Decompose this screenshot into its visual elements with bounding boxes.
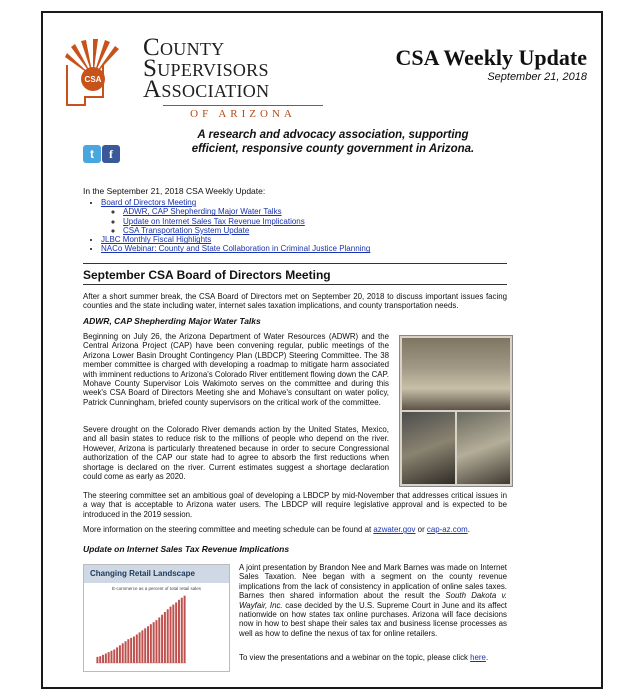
chart-bar xyxy=(150,624,152,663)
chart-bar xyxy=(161,615,163,663)
toc-link-jlbc[interactable]: JLBC Monthly Fiscal Highlights xyxy=(101,235,212,245)
section-divider-bottom xyxy=(83,284,507,285)
section-heading: September CSA Board of Directors Meeting xyxy=(83,268,331,282)
presentation-link[interactable]: here xyxy=(470,653,486,662)
chart-bar xyxy=(184,596,186,663)
chart-bar xyxy=(170,607,172,663)
toc-intro: In the September 21, 2018 CSA Weekly Update: xyxy=(83,186,266,196)
chart-bar xyxy=(133,636,135,663)
chart-bar xyxy=(130,638,132,663)
chart-bar xyxy=(155,620,157,663)
chart-bar xyxy=(167,609,169,663)
chart-bar xyxy=(108,652,110,663)
org-name xyxy=(143,34,296,120)
chart-bar xyxy=(110,651,112,663)
chart-bar xyxy=(113,649,115,663)
azwater-link[interactable]: azwater.gov xyxy=(373,525,416,534)
tagline-line-1: A research and advocacy association, supporting xyxy=(197,129,469,141)
newsletter-page xyxy=(41,11,603,689)
chart-bar xyxy=(141,630,143,663)
retail-chart xyxy=(83,564,230,672)
presentation-paragraph: To view the presentations and a webinar on the topic, please click here. xyxy=(239,653,489,662)
water-paragraph-3: The steering committee set an ambitious goal of developing a LBDCP by mid-November that addresses critical issues in a way that is acceptable to Arizona water users. The LBDCP will require legislative approval and is expected to be introduced in the 2019 session. xyxy=(83,491,507,519)
chart-title: Changing Retail Landscape xyxy=(84,565,229,583)
toc-link-transportation[interactable]: CSA Transportation System Update xyxy=(123,225,250,235)
org-line-1: County xyxy=(143,34,225,61)
social-links xyxy=(83,145,120,163)
chart-subtitle: E-commerce as a percent of total retail sales xyxy=(111,586,202,591)
tagline xyxy=(163,128,503,156)
tagline-line-2: efficient, responsive county government in Arizona. xyxy=(191,143,475,155)
twitter-icon[interactable]: t xyxy=(83,145,101,163)
chart-bar xyxy=(136,634,138,663)
newsletter-date: September 21, 2018 xyxy=(487,71,587,83)
water-paragraph-4: More information on the steering committee and meeting schedule can be found at azwater.gov or cap-az.com. xyxy=(83,525,470,534)
chart-bar xyxy=(147,626,149,663)
chart-plot xyxy=(84,565,229,671)
chart-bar xyxy=(105,653,107,663)
chart-bar xyxy=(139,632,141,663)
chart-bar xyxy=(153,622,155,663)
chart-bar xyxy=(127,639,129,663)
chart-bar xyxy=(172,605,174,663)
chart-bar xyxy=(164,612,166,663)
water-paragraph-2: Severe drought on the Colorado River demands action by the United States, Mexico, and all basin states to reduce risk to the millions of people who depend on the river. However, Arizona is particularly threatened because in order to secure Congressional authorization of the CAP our state had to agree to absorb the first reductions when shortage is declared on the river. Current estimates suggest a shortage declaration could come as early as 2020. xyxy=(83,425,389,482)
chart-bar xyxy=(102,655,104,663)
logo-text: CSA xyxy=(84,75,102,84)
table-of-contents xyxy=(83,198,370,254)
csa-logo xyxy=(63,39,123,109)
org-line-3: Association xyxy=(143,76,270,103)
subheading-sales-tax: Update on Internet Sales Tax Revenue Implications xyxy=(83,544,290,554)
chart-bar xyxy=(125,641,127,663)
meeting-photo-1 xyxy=(402,338,510,410)
chart-bar xyxy=(119,645,121,663)
section-divider-top xyxy=(83,263,507,264)
chart-bar xyxy=(175,602,177,663)
cap-az-link[interactable]: cap-az.com xyxy=(426,525,468,534)
chart-bar xyxy=(96,657,98,663)
chart-bar xyxy=(116,647,118,663)
sales-tax-paragraph: A joint presentation by Brandon Nee and Mark Barnes was made on Internet Sales Taxation. Nee began with a segment on the county revenue implications from the lack of consistency in application of online sales taxes. Barnes then shared information about the result the South Dakota v. Wayfair, Inc. case decided by the U.S. Supreme Court in June and its affect nationwide on how states tax online purchases. Arizona will face decisions now in how to best shape their sales tax and business license processes as well as how to define the nexus of tax for online retailers. xyxy=(239,563,507,638)
toc-link-sales-tax[interactable]: Update on Internet Sales Tax Revenue Implications xyxy=(123,216,305,226)
meeting-photo-2 xyxy=(402,412,455,484)
org-line-2: Supervisors xyxy=(143,55,269,82)
toc-link-naco-webinar[interactable]: NACo Webinar: County and State Collaboration in Criminal Justice Planning xyxy=(101,244,371,254)
chart-bar xyxy=(178,600,180,663)
intro-paragraph: After a short summer break, the CSA Board of Directors met on September 20, 2018 to discuss important issues facing counties and the state including water, internet sales taxation implications, and county transportation needs. xyxy=(83,292,507,311)
chart-bar xyxy=(122,643,124,663)
meeting-photos xyxy=(399,335,513,487)
subheading-water-talks: ADWR, CAP Shepherding Major Water Talks xyxy=(83,316,261,326)
org-subline: OF ARIZONA xyxy=(163,105,323,120)
chart-bar xyxy=(181,598,183,663)
chart-bar xyxy=(144,628,146,663)
chart-bar xyxy=(99,656,101,663)
water-paragraph-1: Beginning on July 26, the Arizona Department of Water Resources (ADWR) and the Central Arizona Project (CAP) have been convening regular, public meetings of the Arizona Lower Basin Drought Contingency Plan (LBDCP) Steering Committee. The 38 member committee is charged with developing a roadmap to mitigate harm associated with imminent reductions to Arizona's Colorado River entitlement flowing down the CAP. Mohave County Supervisor Lois Wakimoto serves on the committee and during this week's CSA Board of Directors Meeting she and Mohave's consultant on water policy, Patrick Cunningham, briefed county supervisors on the critical work of the committee. xyxy=(83,332,389,407)
newsletter-title: CSA Weekly Update xyxy=(395,45,587,70)
facebook-icon[interactable]: f xyxy=(102,145,120,163)
meeting-photo-3 xyxy=(457,412,510,484)
toc-link-board-meeting[interactable]: Board of Directors Meeting xyxy=(101,198,197,207)
chart-bar xyxy=(158,617,160,663)
toc-link-water-talks[interactable]: ADWR, CAP Shepherding Major Water Talks xyxy=(123,207,282,217)
